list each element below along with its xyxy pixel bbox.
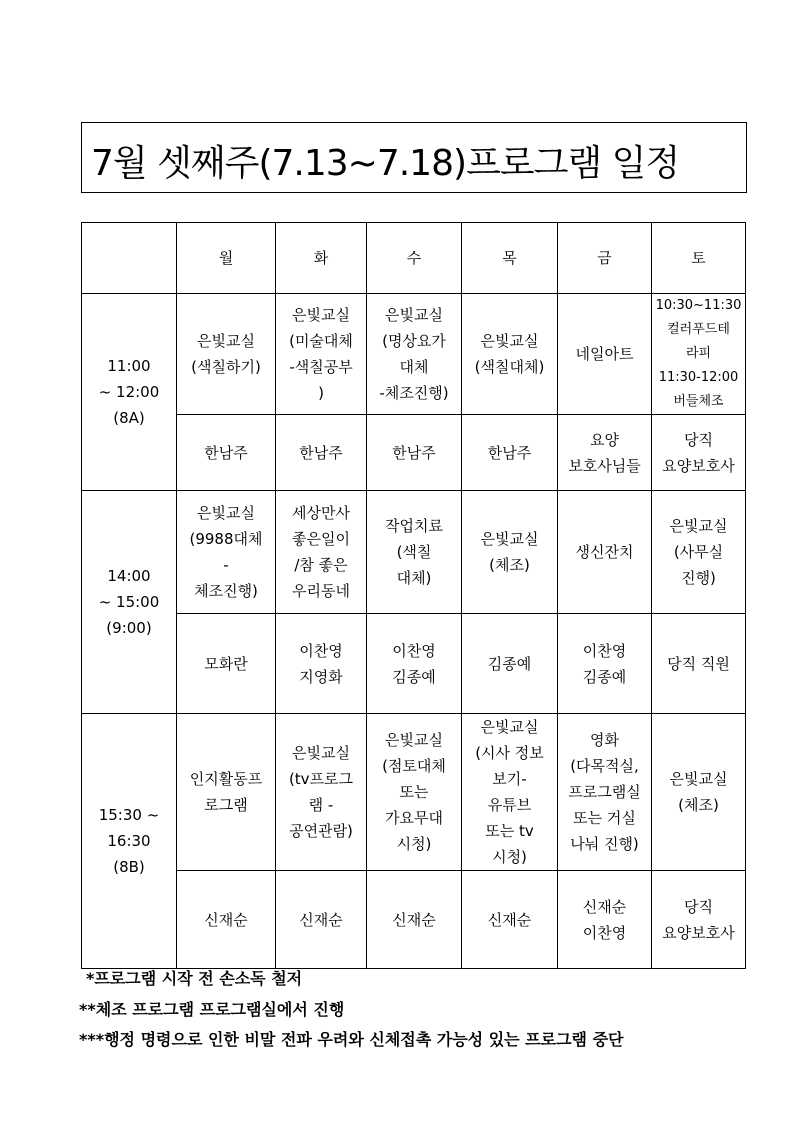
day-header: 목 (462, 223, 558, 294)
note-hand-sanitize: *프로그램 시작 전 손소독 철저 (86, 969, 303, 988)
program-cell: 은빛교실 (점토대체 또는 가요무대 시청) (367, 714, 462, 871)
program-cell: 은빛교실 (tv프로그 램 - 공연관람) (276, 714, 367, 871)
program-cell: 은빛교실 (시사 정보 보기- 유튜브 또는 tv 시청) (462, 714, 558, 871)
day-header: 화 (276, 223, 367, 294)
program-cell: 은빛교실 (체조) (462, 491, 558, 614)
program-cell: 생신잔치 (558, 491, 652, 614)
program-cell: 은빛교실 (체조) (652, 714, 746, 871)
program-cell: 작업치료 (색칠 대체) (367, 491, 462, 614)
program-cell: 은빛교실 (사무실 진행) (652, 491, 746, 614)
staff-cell: 한남주 (276, 415, 367, 491)
program-cell: 은빛교실 (9988대체 - 체조진행) (177, 491, 276, 614)
header-row (82, 223, 746, 294)
staff-cell: 당직 직원 (652, 614, 746, 714)
staff-cell: 신재순 (462, 871, 558, 969)
program-cell: 세상만사 좋은일이 /참 좋은 우리동네 (276, 491, 367, 614)
program-cell: 은빛교실 (명상요가 대체 -체조진행) (367, 294, 462, 415)
program-cell: 영화 (다목적실, 프로그램실 또는 거실 나눠 진행) (558, 714, 652, 871)
staff-cell: 한남주 (462, 415, 558, 491)
staff-cell: 신재순 (367, 871, 462, 969)
corner-cell (82, 223, 177, 294)
day-header: 토 (652, 223, 746, 294)
staff-cell: 신재순 (276, 871, 367, 969)
day-header: 금 (558, 223, 652, 294)
page-title: 7월 셋째주(7.13~7.18)프로그램 일정 (91, 143, 680, 184)
program-cell: 인지활동프 로그램 (177, 714, 276, 871)
program-cell: 은빛교실 (색칠하기) (177, 294, 276, 415)
staff-row (82, 415, 746, 491)
staff-cell: 김종예 (462, 614, 558, 714)
time-cell: 15:30 ~ 16:30 (8B) (82, 714, 177, 969)
note-program-suspension: ***행정 명령으로 인한 비말 전파 우려와 신체접촉 가능성 있는 프로그램 중단 (79, 1030, 624, 1049)
staff-cell: 당직 요양보호사 (652, 871, 746, 969)
staff-cell: 한남주 (367, 415, 462, 491)
program-row (82, 491, 746, 614)
program-cell: 은빛교실 (색칠대체) (462, 294, 558, 415)
time-cell: 14:00 ~ 15:00 (9:00) (82, 491, 177, 714)
schedule-table (81, 222, 746, 969)
staff-cell: 이찬영 지영화 (276, 614, 367, 714)
staff-cell: 신재순 (177, 871, 276, 969)
time-cell: 11:00 ~ 12:00 (8A) (82, 294, 177, 491)
staff-cell: 이찬영 김종예 (558, 614, 652, 714)
program-cell: 네일아트 (558, 294, 652, 415)
staff-cell: 한남주 (177, 415, 276, 491)
note-exercise-room: **체조 프로그램 프로그램실에서 진행 (79, 1000, 345, 1019)
day-header: 수 (367, 223, 462, 294)
staff-row (82, 614, 746, 714)
program-cell: 은빛교실 (미술대체 -색칠공부 ) (276, 294, 367, 415)
program-row (82, 294, 746, 415)
program-row (82, 714, 746, 871)
title-box (81, 122, 747, 193)
staff-cell: 이찬영 김종예 (367, 614, 462, 714)
staff-cell: 요양 보호사님들 (558, 415, 652, 491)
staff-row (82, 871, 746, 969)
program-cell: 10:30~11:30 컬러푸드테 라피 11:30-12:00 버들체조 (652, 294, 746, 415)
staff-cell: 신재순 이찬영 (558, 871, 652, 969)
staff-cell: 모화란 (177, 614, 276, 714)
day-header: 월 (177, 223, 276, 294)
staff-cell: 당직 요양보호사 (652, 415, 746, 491)
